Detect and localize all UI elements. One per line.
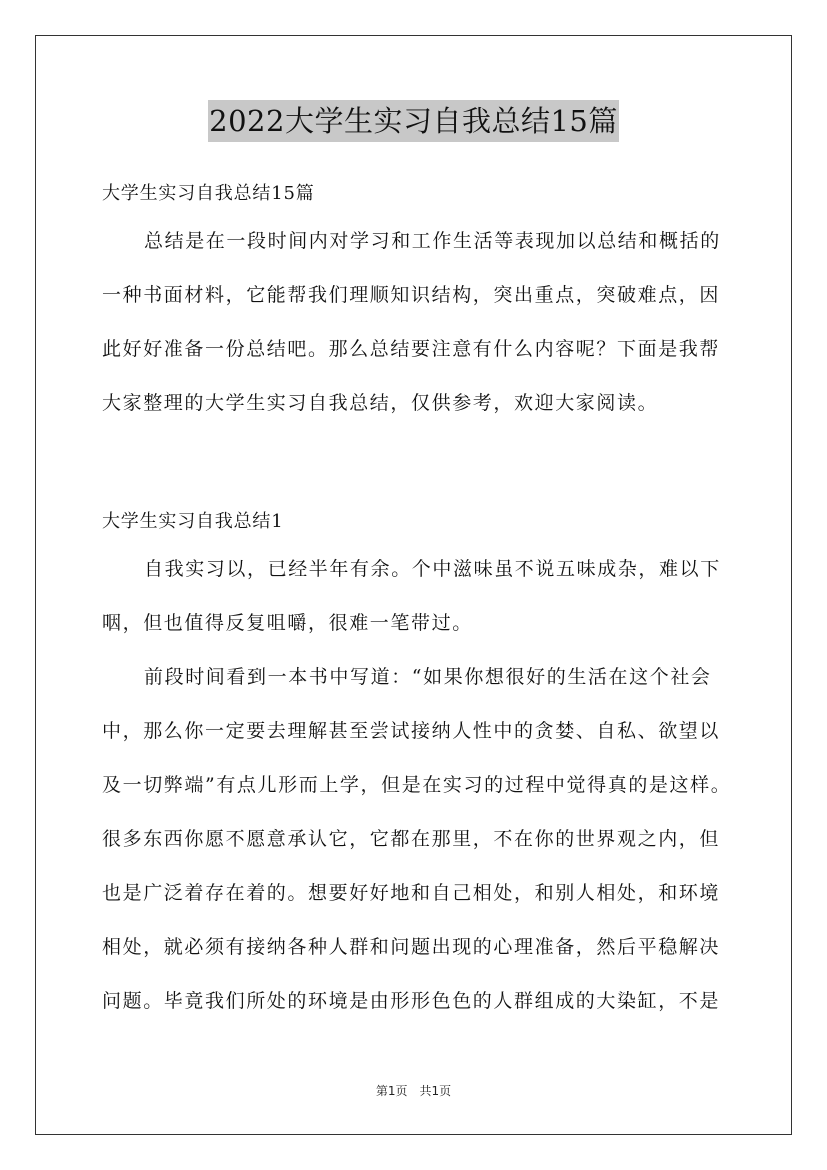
intro-line: 大家整理的大学生实习自我总结，仅供参考，欢迎大家阅读。 (102, 392, 659, 414)
page-footer (0, 1082, 827, 1099)
paragraph-line: 自我实习以，已经半年有余。个中滋味虽不说五味成杂，难以下 (144, 558, 721, 580)
document-title: 2022大学生实习自我总结15篇 (208, 100, 619, 142)
paragraph-line: 相处，就必须有接纳各种人群和问题出现的心理准备，然后平稳解决 (102, 936, 721, 958)
paragraph-line: 及一切弊端”有点儿形而上学，但是在实习的过程中觉得真的是这样。 (102, 774, 732, 796)
section-heading: 大学生实习自我总结1 (102, 511, 284, 532)
paragraph-line: 问题。毕竟我们所处的环境是由形形色色的人群组成的大染缸，不是 (102, 990, 721, 1012)
intro-line: 一种书面材料，它能帮我们理顺知识结构，突出重点，突破难点，因 (102, 284, 721, 306)
paragraph-line: 很多东西你愿不愿意承认它，它都在那里，不在你的世界观之内，但 (102, 828, 721, 850)
intro-line: 总结是在一段时间内对学习和工作生活等表现加以总结和概括的 (144, 230, 721, 252)
paragraph-1 (102, 542, 732, 650)
intro-line: 此好好准备一份总结吧。那么总结要注意有什么内容呢？下面是我帮 (102, 338, 721, 360)
document-subtitle: 大学生实习自我总结15篇 (102, 183, 315, 204)
paragraph-line: 咽，但也值得反复咀嚼，很难一笔带过。 (102, 612, 473, 634)
paragraph-2 (102, 650, 732, 1028)
page-number: 第1页 共1页 (375, 1084, 452, 1098)
title-container (0, 100, 827, 142)
intro-paragraph (102, 214, 732, 430)
document-body (102, 174, 732, 1028)
paragraph-line: 也是广泛着存在着的。想要好好地和自己相处，和别人相处，和环境 (102, 882, 721, 904)
paragraph-line: 中，那么你一定要去理解甚至尝试接纳人性中的贪婪、自私、欲望以 (102, 720, 721, 742)
paragraph-gap (102, 430, 732, 502)
paragraph-line: 前段时间看到一本书中写道：“如果你想很好的生活在这个社会 (144, 666, 712, 688)
